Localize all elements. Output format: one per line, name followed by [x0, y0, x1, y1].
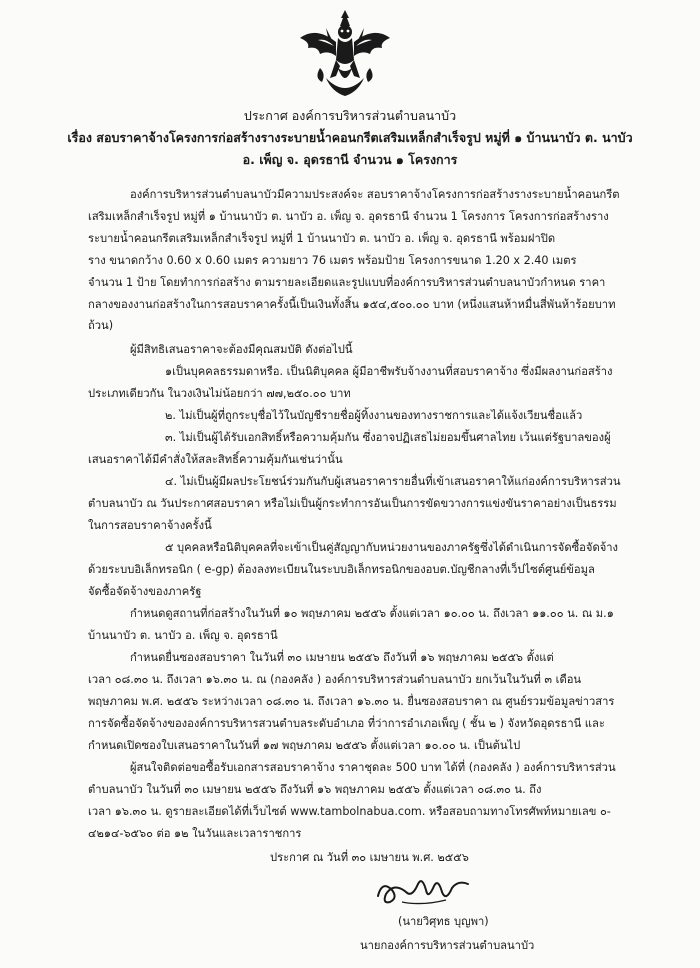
body-line: เวลา ๐๘.๓๐ น. ถึงเวลา ๑๖.๓๐ น. ณ (กองคลัง ) องค์การบริหารส่วนตำบลนาบัว ยกเว้นในวันที่ ๓ เดือน [88, 673, 582, 686]
body-line: ๒. ไม่เป็นผู้ที่ถูกระบุชื่อไว้ในบัญชีรายชื่อผู้ทิ้งงานของทางราชการและได้แจ้งเวียนชื่อแล้ว [165, 409, 583, 422]
body-line: องค์การบริหารส่วนตำบลนาบัวมีความประสงค์จะ สอบราคาจ้างโครงการก่อสร้างรางระบายน้ำคอนกรีต [130, 188, 620, 201]
signer-name: (นายวิศุทธ บุญพา) [398, 915, 489, 928]
body-line: กลางของงานก่อสร้างในการสอบราคาครั้งนี้เป็นเงินทั้งสิ้น ๑๕๔,๕๐๐.๐๐ บาท (หนึ่งแสนห้าหมื่นสี่พันห้าร้อยบาท [88, 298, 616, 311]
subject-line-2: อ. เพ็ญ จ. อุดรธานี จำนวน ๑ โครงการ [242, 152, 458, 167]
body-line: เวลา ๑๖.๓๐ น. ดูรายละเอียดได้ที่เว็บไซต์ www.tambolnabua.com. หรือสอบถามทางโทรศัพท์หมายเลข ๐- [88, 805, 611, 818]
body-line: ๕ บุคคลหรือนิติบุคคลที่จะเข้าเป็นคู่สัญญากับหน่วยงานของภาครัฐซึ่งได้ดำเนินการจัดซื้อจัดจ้าง [165, 541, 619, 554]
body-line: ถ้วน) [88, 319, 114, 332]
body-line: จำนวน 1 ป้าย โดยทำการก่อสร้าง ตามรายละเอียดและรูปแบบที่องค์การบริหารส่วนตำบลนาบัวกำหนด ราคา [88, 276, 606, 289]
body-line: การจัดซื้อจัดจ้างขององค์การบริหารสวนตำบลระดับอำเภอ ที่ว่าการอำเภอเพ็ญ ( ชั้น ๒ ) จังหวัดอุดรธานี และ [88, 717, 605, 730]
signature-icon [372, 872, 472, 912]
body-line: ตำบลนาบัว ณ วันประกาศสอบราคา หรือไม่เป็นผู้กระทำการอันเป็นการขัดขวางการแข่งขันราคาอย่างเป็นธรรม [88, 497, 617, 510]
body-line: พฤษภาคม พ.ศ. ๒๕๕๖ ระหว่างเวลา ๐๘.๓๐ น. ถึงเวลา ๑๖.๓๐ น. ยื่นซองสอบราคา ณ ศูนย์รวมข้อมูลข่าวสาร [88, 695, 615, 708]
body-line: ๔. ไม่เป็นผู้มีผลประโยชน์ร่วมกันกับผู้เสนอราคารายอื่นที่เข้าเสนอราคาให้แก่องค์การบริหารส่วน [165, 475, 621, 488]
body-line: ระบายน้ำคอนกรีตเสริมเหล็กสำเร็จรูป หมู่ที่ 1 บ้านนาบัว ต. นาบัว อ. เพ็ญ จ. อุดรธานี พร้อมฝาปิด [88, 232, 556, 245]
signer-position: นายกองค์การบริหารส่วนตำบลนาบัว [360, 939, 535, 952]
body-line: ผู้สนใจติดต่อขอซื้อรับเอกสารสอบราคาจ้าง ราคาชุดละ 500 บาท ได้ที่ (กองคลัง ) องค์การบริหารส่วน [130, 761, 616, 774]
garuda-emblem-icon [296, 8, 394, 100]
body-line: กำหนดเปิดซองใบเสนอราคาในวันที่ ๑๗ พฤษภาคม ๒๕๕๖ ตั้งแต่เวลา ๑๐.๐๐ น. เป็นต้นไป [88, 739, 521, 752]
announcement-title: ประกาศ องค์การบริหารส่วนตำบลนาบัว [243, 108, 457, 123]
body-line: เสริมเหล็กสำเร็จรูป หมู่ที่ ๑ บ้านนาบัว ต. นาบัว อ. เพ็ญ จ. อุดรธานี จำนวน 1 โครงการ โครงการก่อสร้างราง [88, 210, 609, 223]
body-line: จัดซื้อจัดจ้างของภาครัฐ [88, 585, 202, 598]
body-line: ประเภทเดียวกัน ในวงเงินไม่น้อยกว่า ๗๗,๒๕๐.๐๐ บาท [88, 387, 351, 400]
body-line: ในการสอบราคาจ้างครั้งนี้ [88, 519, 212, 532]
body-line: ราง ขนาดกว้าง 0.60 x 0.60 เมตร ความยาว 76 เมตร พร้อมป้าย โครงการขนาด 1.20 x 2.40 เมตร [88, 254, 577, 267]
body-line: ด้วยระบบอิเล็กทรอนิก ( e-gp) ต้องลงทะเบียนในระบบอิเล็กทรอนิกของอบต.บัญชีกลางที่เว็ปไซต์ศูนย์ข้อมูล [88, 563, 595, 576]
body-line: ๑เป็นบุคคลธรรมดาหรือ. เป็นนิติบุคคล ผู้มีอาชีพรับจ้างงานที่สอบราคาจ้าง ซึ่งมีผลงานก่อสร้าง [165, 365, 613, 378]
body-line: กำหนดยื่นซองสอบราคา ในวันที่ ๓๐ เมษายน ๒๕๕๖ ถึงวันที่ ๑๖ พฤษภาคม ๒๕๕๖ ตั้งแต่ [130, 651, 554, 664]
announced-date: ประกาศ ณ วันที่ ๓๐ เมษายน พ.ศ. ๒๕๕๖ [270, 851, 469, 864]
body-line: ผู้มีสิทธิเสนอราคาจะต้องมีคุณสมบัติ ดังต่อไปนี้ [130, 343, 353, 356]
body-line: ตำบลนาบัว ในวันที่ ๓๐ เมษายน ๒๕๕๖ ถึงวันที่ ๑๖ พฤษภาคม ๒๕๕๖ ตั้งแต่เวลา ๐๘.๓๐ น. ถึง [88, 783, 542, 796]
subject-line-1: เรื่อง สอบราคาจ้างโครงการก่อสร้างรางระบายน้ำคอนกรีตเสริมเหล็กสำเร็จรูป หมู่ที่ ๑ บ้านนาบัว ต. นาบัว [67, 130, 633, 145]
body-line: กำหนดดูสถานที่ก่อสร้างในวันที่ ๑๐ พฤษภาคม ๒๕๕๖ ตั้งแต่เวลา ๑๐.๐๐ น. ถึงเวลา ๑๑.๐๐ น. ณ ม.๑ [130, 607, 614, 620]
body-line: ๓. ไม่เป็นผู้ได้รับเอกสิทธิ์หรือความคุ้มกัน ซึ่งอาจปฏิเสธไม่ยอมขึ้นศาลไทย เว้นแต่รัฐบาลของผู้ [165, 431, 611, 444]
body-line: เสนอราคาได้มีคำสั่งให้สละสิทธิ์ความคุ้มกันเช่นว่านั้น [88, 453, 343, 466]
body-line: ๔๒๑๔-๖๕๖๐ ต่อ ๑๒ ในวันและเวลาราชการ [88, 827, 302, 840]
body-line: บ้านนาบัว ต. นาบัว อ. เพ็ญ จ. อุดรธานี [88, 629, 278, 642]
